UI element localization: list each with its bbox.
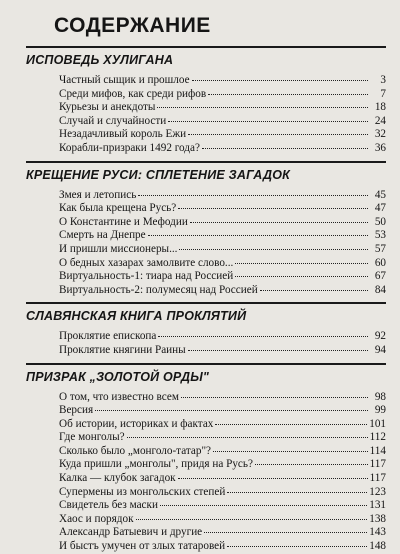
- entry-page-number: 32: [374, 128, 386, 141]
- entry-label: Курьезы и анекдоты: [59, 101, 156, 114]
- section-title: ИСПОВЕДЬ ХУЛИГАНА: [26, 53, 174, 67]
- toc-entry: [59, 513, 386, 527]
- section-header: [26, 46, 386, 69]
- entry-label: Александр Батыевич и другие: [59, 526, 203, 539]
- section-entries: [26, 330, 386, 357]
- dot-leader: [208, 94, 368, 95]
- entry-label: Виртуальность-1: тиара над Россией: [59, 270, 234, 283]
- entry-page-number: 18: [374, 101, 386, 114]
- dot-leader: [158, 336, 368, 337]
- dot-leader: [227, 546, 367, 547]
- dot-leader: [213, 451, 368, 452]
- toc-entry: [59, 418, 386, 432]
- dot-leader: [215, 424, 367, 425]
- dot-leader: [136, 519, 368, 520]
- toc-entry: [59, 142, 386, 156]
- entry-label: Где монголы?: [59, 431, 125, 444]
- entry-page-number: 84: [374, 283, 386, 296]
- toc-section: [26, 161, 386, 298]
- entry-label: Частный сыщик и прошлое: [59, 74, 190, 86]
- entry-page-number: 36: [374, 141, 386, 154]
- toc-title: СОДЕРЖАНИЕ: [54, 14, 211, 37]
- toc-section: [26, 46, 386, 156]
- entry-page-number: 50: [374, 215, 386, 228]
- toc-entry: [59, 284, 386, 298]
- entry-page-number: 114: [369, 444, 386, 457]
- toc-entry: [59, 257, 386, 271]
- dot-leader: [188, 134, 368, 135]
- dot-leader: [179, 249, 368, 250]
- entry-label: Случай и случайности: [59, 114, 167, 127]
- dot-leader: [202, 148, 368, 149]
- toc-entry: [59, 202, 386, 216]
- entry-page-number: 92: [374, 330, 386, 343]
- toc-entry: [59, 229, 386, 243]
- entry-page-number: 7: [380, 87, 386, 100]
- entry-label: О Константине и Мефодии: [59, 215, 188, 228]
- toc-entry: [59, 88, 386, 102]
- dot-leader: [178, 208, 368, 209]
- toc-entry: [59, 404, 386, 418]
- entry-page-number: 143: [369, 526, 386, 539]
- entry-page-number: 148: [369, 540, 386, 553]
- section-entries: [26, 391, 386, 554]
- toc-entry: [59, 216, 386, 230]
- section-title: СЛАВЯНСКАЯ КНИГА ПРОКЛЯТИЙ: [26, 309, 247, 324]
- toc-entry: [59, 101, 386, 115]
- entry-label: Куда пришли „монголы", придя на Русь?: [59, 458, 253, 471]
- entry-page-number: 3: [380, 74, 386, 86]
- entry-page-number: 67: [374, 270, 386, 283]
- entry-label: Смерть на Днепре: [59, 229, 146, 242]
- toc-entry: [59, 189, 386, 203]
- toc-entry: [59, 486, 386, 500]
- entry-label: Об истории, историках и фактах: [59, 417, 214, 430]
- entry-label: Как была крещена Русь?: [59, 202, 177, 215]
- section-header: [26, 363, 386, 386]
- dot-leader: [235, 263, 368, 264]
- entry-label: Незадачливый король Ежи: [59, 128, 187, 141]
- toc-entry: [59, 499, 386, 513]
- dot-leader: [204, 532, 367, 533]
- dot-leader: [160, 505, 367, 506]
- toc-entry: [59, 128, 386, 142]
- toc-entry: [59, 74, 386, 88]
- dot-leader: [181, 397, 368, 398]
- entry-page-number: 101: [369, 417, 386, 430]
- entry-label: Корабли-призраки 1492 года?: [59, 141, 200, 154]
- dot-leader: [260, 290, 368, 291]
- dot-leader: [148, 235, 368, 236]
- toc-section: [26, 302, 386, 357]
- toc-entry: [59, 243, 386, 257]
- entry-page-number: 112: [369, 431, 386, 444]
- entry-page-number: 123: [369, 485, 386, 498]
- entry-page-number: 131: [369, 499, 386, 512]
- section-title: КРЕЩЕНИЕ РУСИ: СПЛЕТЕНИЕ ЗАГАДОК: [26, 167, 291, 182]
- entry-page-number: 24: [374, 114, 386, 127]
- entry-page-number: 47: [374, 202, 386, 215]
- toc-entry: [59, 472, 386, 486]
- entry-label: Версия: [59, 404, 94, 417]
- dot-leader: [255, 464, 368, 465]
- toc-entry: [59, 115, 386, 129]
- entry-label: Свидетель без маски: [59, 499, 158, 512]
- entry-label: И быстъ умучен от злых татаровей: [59, 540, 226, 553]
- entry-label: Калка — клубок загадок: [59, 472, 176, 485]
- entry-page-number: 94: [374, 343, 386, 356]
- entry-page-number: 60: [374, 256, 386, 269]
- dot-leader: [127, 437, 368, 438]
- entry-label: Проклятие княгини Раины: [59, 343, 186, 356]
- toc-entry: [59, 540, 386, 554]
- section-header: [26, 161, 386, 184]
- dot-leader: [192, 80, 368, 81]
- section-entries: [26, 189, 386, 298]
- entry-label: Супермены из монгольских степей: [59, 485, 226, 498]
- entry-label: Проклятие епископа: [59, 330, 157, 343]
- dot-leader: [235, 276, 368, 277]
- dot-leader: [227, 492, 367, 493]
- entry-label: Виртуальность-2: полумесяц над Россией: [59, 283, 258, 296]
- entry-label: Хаос и порядок: [59, 512, 134, 525]
- entry-label: И пришли миссионеры...: [59, 242, 178, 255]
- entry-page-number: 45: [374, 188, 386, 201]
- entry-label: Змея и летопись: [59, 188, 137, 201]
- dot-leader: [95, 410, 368, 411]
- dot-leader: [178, 478, 368, 479]
- toc-section: [26, 363, 386, 554]
- entry-page-number: 98: [374, 390, 386, 403]
- entry-page-number: 138: [369, 512, 386, 525]
- toc-entry: [59, 458, 386, 472]
- entry-label: О том, что известно всем: [59, 390, 179, 403]
- toc-entry: [59, 330, 386, 344]
- entry-page-number: 99: [374, 404, 386, 417]
- entry-page-number: 117: [369, 458, 386, 471]
- entry-page-number: 57: [374, 242, 386, 255]
- entry-page-number: 117: [369, 472, 386, 485]
- dot-leader: [188, 350, 368, 351]
- dot-leader: [138, 195, 368, 196]
- section-entries: [26, 74, 386, 156]
- dot-leader: [168, 121, 368, 122]
- toc-entry: [59, 344, 386, 358]
- entry-page-number: 53: [374, 229, 386, 242]
- toc-sections: [26, 46, 386, 554]
- section-header: [26, 302, 386, 325]
- section-title: ПРИЗРАК „ЗОЛОТОЙ ОРДЫ": [26, 369, 210, 384]
- entry-label: О бедных хазарах замолвите слово...: [59, 256, 234, 269]
- entry-label: Среди мифов, как среди рифов: [59, 87, 207, 100]
- toc-entry: [59, 391, 386, 405]
- toc-entry: [59, 445, 386, 459]
- toc-entry: [59, 526, 386, 540]
- toc-entry: [59, 270, 386, 284]
- dot-leader: [190, 222, 368, 223]
- toc-entry: [59, 431, 386, 445]
- entry-label: Сколько было „монголо-татар"?: [59, 444, 212, 457]
- dot-leader: [157, 107, 368, 108]
